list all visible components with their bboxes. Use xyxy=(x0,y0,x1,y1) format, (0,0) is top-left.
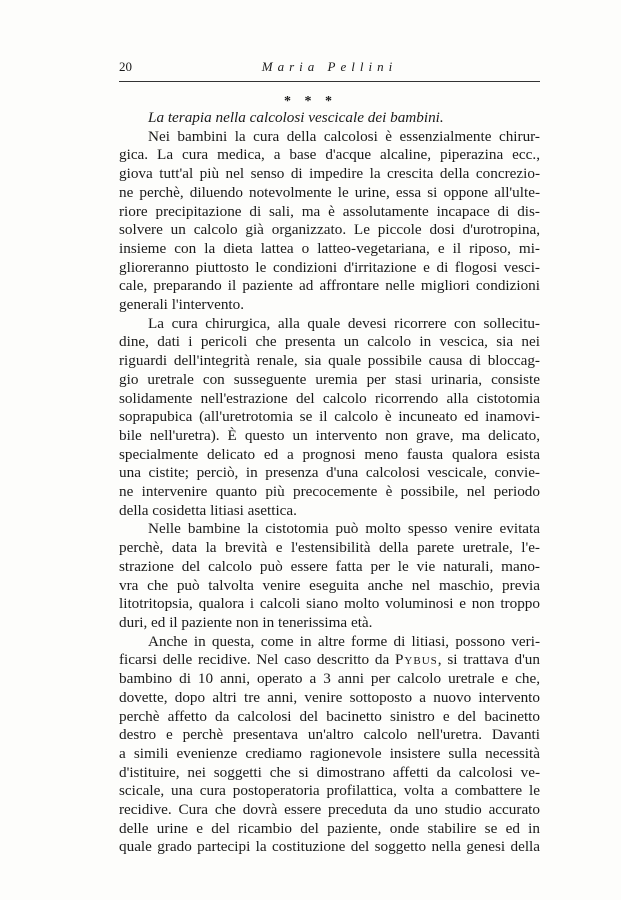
text-line: gica. La cura medica, a base d'acque alcaline, piperazina ecc., xyxy=(119,146,540,164)
text-line: giova tutt'al più nel senso di impedire la crescita della concrezio- xyxy=(119,165,540,183)
text-line: Nelle bambine la cistotomia può molto spesso venire evitata xyxy=(148,520,540,538)
text-fragment: , si trattava d'un xyxy=(437,651,540,669)
running-head: Maria Pellini xyxy=(261,59,398,74)
text-line: d'istituire, nei soggetti che si dimostrano affetti da calcolosi ve- xyxy=(119,763,540,781)
text-line: La cura chirurgica, alla quale devesi ricorrere con sollecitu- xyxy=(148,314,540,332)
text-line: recidive. Cura che dovrà essere preceduta da uno studio accurato xyxy=(119,801,540,819)
text-line: ne perchè, diluendo notevolmente le urine, essa si oppone all'ulte- xyxy=(119,183,540,201)
text-line: bambino di 10 anni, operato a 3 anni per calcolo uretrale e che, xyxy=(119,670,540,688)
text-line: gio uretrale con susseguente uremia per stasi urinaria, consiste xyxy=(119,370,540,388)
text-line: solvere un calcolo già organizzato. Le piccole dosi d'urotropina, xyxy=(119,221,540,239)
text-line: duri, ed il paziente non in tenerissima età. xyxy=(119,613,373,631)
text-line: a simili evenienze crediamo ragionevole insistere sulla necessità xyxy=(119,744,540,762)
text-line: vra che può talvolta venire eseguita anche nel maschio, previa xyxy=(119,576,540,594)
text-line: glioreranno piuttosto le condizioni d'irritazione e di flogosi vesci- xyxy=(119,258,540,276)
section-title: La terapia nella calcolosi vescicale dei bambini. xyxy=(148,109,444,126)
text-line: riore precipitazione di sali, ma è assolutamente incapace di dis- xyxy=(119,202,540,220)
text-line: Nei bambini la cura della calcolosi è essenzialmente chirur- xyxy=(148,127,540,145)
text-line: dine, dati i pericoli che presenta un calcolo in vescica, sia nei xyxy=(119,333,540,351)
page-number: 20 xyxy=(119,59,132,74)
text-line: perchè, data la brevità e l'estensibilità della parete uretrale, l'e- xyxy=(119,539,540,557)
text-line: ne intervenire quanto più precocemente è possibile, nel periodo xyxy=(119,483,540,501)
text-line: solidamente nell'estrazione del calcolo ricorrendo alla cistotomia xyxy=(119,389,540,407)
text-line: scicale, una cura postoperatoria profilattica, volta a combattere le xyxy=(119,782,540,800)
text-line: quale grado partecipi la costituzione del soggetto nella genesi della xyxy=(119,838,540,856)
text-line: Anche in questa, come in altre forme di litiasi, possono veri- xyxy=(148,632,540,650)
body-text xyxy=(119,109,540,857)
text-line: riguardi dell'integrità renale, sia quale possibile causa di bloccag- xyxy=(119,352,540,370)
text-line: soprapubica (all'uretrotomia se il calcolo è incuneato ed inamovi- xyxy=(119,408,540,426)
text-line: bile nell'uretra). È questo un intervento non grave, ma delicato, xyxy=(119,426,540,444)
text-line: dovette, dopo altri tre anni, venire sottoposto a nuovo intervento xyxy=(119,688,540,706)
text-line: insieme con la dieta lattea o latteo-vegetariana, e il riposo, mi- xyxy=(119,239,540,257)
text-line-with-citation xyxy=(119,651,540,670)
header-rule xyxy=(119,81,540,82)
page-header xyxy=(119,59,540,81)
text-line: specialmente delicato ed a prognosi meno fausta qualora esista xyxy=(119,445,540,463)
section-asterism: * * * xyxy=(284,94,337,109)
text-line: generali l'intervento. xyxy=(119,296,245,314)
text-line: della cosidetta litiasi asettica. xyxy=(119,501,297,519)
text-line: destro e perchè presentava un'altro calcolo nell'uretra. Davanti xyxy=(119,726,540,744)
text-line: perchè affetto da calcolosi del bacinetto sinistro e del bacinetto xyxy=(119,707,540,725)
text-line: cale, preparando il paziente ad affrontare nelle migliori condizioni xyxy=(119,277,540,295)
text-line: strazione del calcolo può essere fatta per le vie naturali, mano- xyxy=(119,557,540,575)
author-citation: Pybus xyxy=(394,651,438,669)
text-line: una cistite; perciò, in presenza d'una calcolosi vescicale, convie- xyxy=(119,464,540,482)
text-line: litotritopsia, qualora i calcoli siano molto voluminosi e non troppo xyxy=(119,595,540,613)
text-line: delle urine e del ricambio del paziente, onde stabilire se ed in xyxy=(119,819,540,837)
text-fragment: ficarsi delle recidive. Nel caso descritto da xyxy=(119,651,395,669)
